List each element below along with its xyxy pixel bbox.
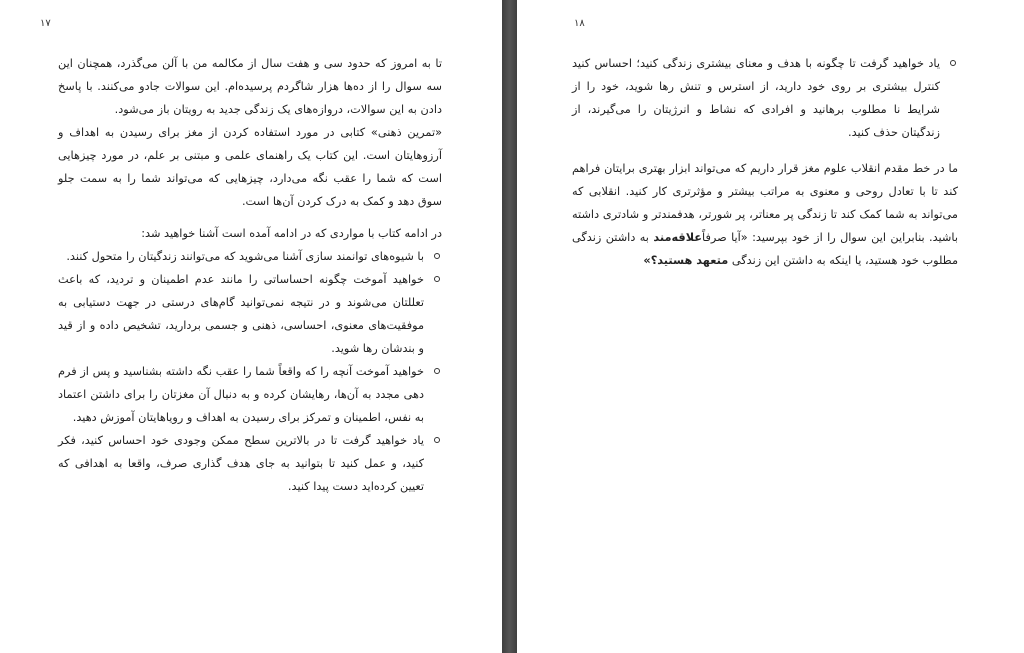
circle-bullet-icon xyxy=(950,60,956,66)
right-page-body xyxy=(572,52,958,272)
bullet-item xyxy=(58,268,442,360)
paragraph-text: هستید؟» xyxy=(643,254,697,267)
bullet-item xyxy=(58,429,442,498)
paragraph: در ادامه کتاب با مواردی که در ادامه آمده است آشنا خواهید شد: xyxy=(141,227,442,240)
bold-term: متعهد xyxy=(696,254,729,267)
bullet-item xyxy=(58,360,442,429)
circle-bullet-icon xyxy=(434,253,440,259)
bullet-list xyxy=(58,245,442,498)
paragraph: «تمرین ذهنی» کتابی در مورد استفاده کردن از مغز برای رسیدن به اهداف و آرزوهایتان است. این کتاب یک راهنمای علمی و مبتنی بر علم، در مورد چیزهایی است که شما را عقب نگه می‌دارد، چیزهایی که می‌تواند شما را به سمت جلو سوق دهد و کمک به درک کردن آن‌ها است. xyxy=(58,126,442,208)
page-number-right: ۱۸ xyxy=(574,18,585,29)
bullet-item xyxy=(572,52,958,144)
paragraph: تا به امروز که حدود سی و هفت سال از مکالمه من با آلن می‌گذرد، همچنان این سه سوال را از ده‌ها هزار شاگردم پرسیده‌ام. این سوالات جادو می‌کنند. با پاسخ دادن به این سوالات، دروازه‌های یک زندگی جدید به رویتان باز می‌شود. xyxy=(58,57,442,116)
bullet-list xyxy=(572,52,958,144)
page-gutter xyxy=(502,0,517,653)
bullet-text: خواهید آموخت آنچه را که واقعاً شما را عقب نگه داشته بشناسید و پس از فرم دهی مجدد به آن‌ها، رهایشان کرده و به دنبال آن مغزتان را برای داشتن اعتماد به نفس، اطمینان و تمرکز برای رسیدن به اهداف و رویاهایتان آموزش دهید. xyxy=(58,365,424,424)
circle-bullet-icon xyxy=(434,437,440,443)
circle-bullet-icon xyxy=(434,276,440,282)
bold-term: علاقه‌مند xyxy=(653,231,703,244)
circle-bullet-icon xyxy=(434,368,440,374)
paragraph-text: به داشتن زندگی مطلوب خود هستید، یا اینکه به داشتن این زندگی xyxy=(572,231,958,267)
left-page xyxy=(0,0,502,653)
bullet-text: یاد خواهید گرفت تا در بالاترین سطح ممکن وجودی خود احساس کنید، فکر کنید، و عمل کنید تا بتوانید به جای هدف گذاری صرف، واقعا به اهدافی که تعیین کرده‌اید دست پیدا کنید. xyxy=(58,434,424,493)
bullet-item xyxy=(58,245,442,268)
paragraph-text: ما در خط مقدم انقلاب علوم مغز قرار داریم که می‌تواند ابزار بهتری برایتان فراهم کند تا با تعادل روحی و معنوی به مراتب بیشتر و مؤثرتری کار کنید. انقلابی که می‌تواند به شما کمک کند تا زندگی پر معناتر، پر شورتر، هدفمندتر و شادتری داشته باشید. بنابراین این سوال را از خود بپرسید: «آیا صرفاً xyxy=(572,162,958,244)
bullet-text: یاد خواهید گرفت تا چگونه با هدف و معنای بیشتری زندگی کنید؛ احساس کنید کنترل بیشتری بر روی خود دارید، از استرس و تنش رها شوید، خود را از شرایط نا مطلوب برهانید و افرادی که نشاط و انرژیتان را می‌گیرند، از زندگیتان حذف کنید. xyxy=(572,57,940,139)
page-number-left: ۱۷ xyxy=(40,18,51,29)
left-page-body xyxy=(58,52,442,498)
bullet-text: خواهید آموخت چگونه احساساتی را مانند عدم اطمینان و تردید، که باعث تعللتان می‌شوند و در نتیجه نمی‌توانید گام‌های درستی در جهت دستیابی به موفقیت‌های معنوی، احساسی، ذهنی و جسمی بردارید، تشخیص داده و از قید و بندشان رها شوید. xyxy=(58,273,424,355)
right-page xyxy=(517,0,1024,653)
bullet-text: با شیوه‌های توانمند سازی آشنا می‌شوید که می‌توانند زندگیتان را متحول کنند. xyxy=(66,250,424,263)
paragraph xyxy=(572,157,958,272)
